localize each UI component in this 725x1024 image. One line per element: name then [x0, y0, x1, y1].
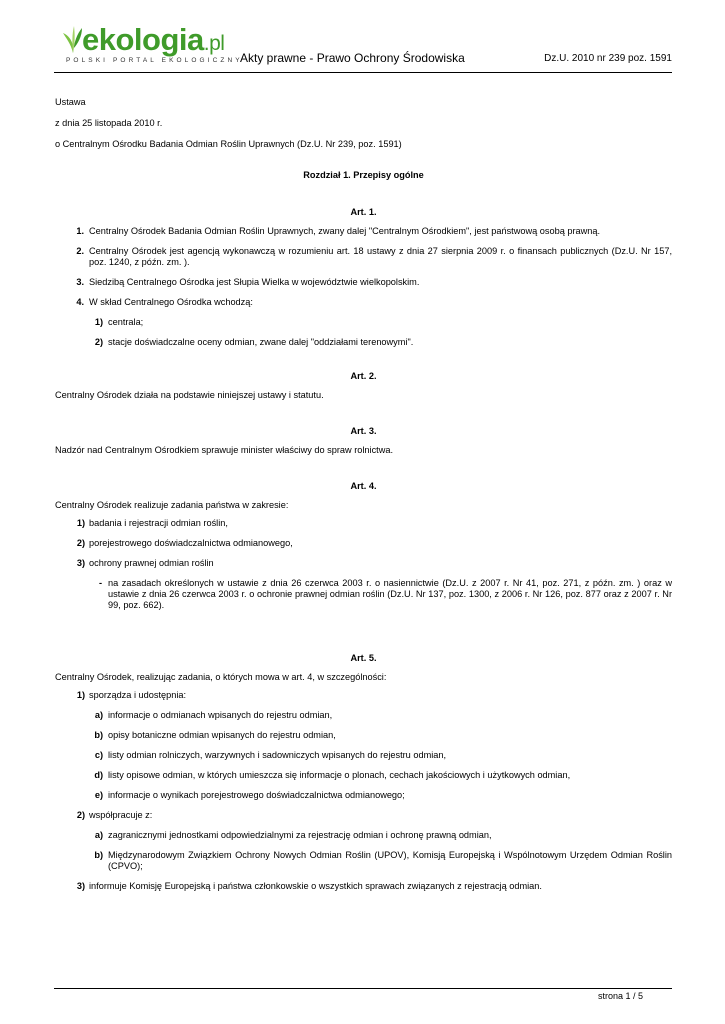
item-number: a): [94, 830, 103, 840]
art5-point-1c: [55, 750, 672, 761]
item-number: -: [98, 578, 102, 588]
item-number: 1.: [76, 226, 84, 236]
art1-item-1: [55, 226, 672, 237]
act-type: Ustawa: [55, 97, 86, 107]
leaf-icon: [62, 24, 84, 54]
art5-text: Centralny Ośrodek, realizując zadania, o których mowa w art. 4, w szczególności:: [55, 672, 387, 682]
item-number: 3): [76, 881, 85, 891]
art5-point-1: [55, 690, 672, 701]
item-text: zagranicznymi jednostkami odpowiedzialnymi za rejestrację odmian i ochronę prawną odmian,: [108, 830, 492, 840]
item-text: sporządza i udostępnia:: [89, 690, 187, 700]
art5-point-1e: [55, 790, 672, 801]
header-reference: Dz.U. 2010 nr 239 poz. 1591: [544, 53, 672, 64]
art1-sub-1: [55, 317, 672, 328]
item-number: e): [94, 790, 103, 800]
logo-main: ekologia: [82, 22, 204, 57]
art1-item-3: [55, 277, 672, 288]
art1-item-4: [55, 297, 672, 308]
item-number: 2): [76, 538, 85, 548]
act-subject: o Centralnym Ośrodku Badania Odmian Roślin Uprawnych (Dz.U. Nr 239, poz. 1591): [55, 139, 402, 149]
item-text: informacje o wynikach porejestrowego doświadczalnictwa odmianowego;: [108, 790, 405, 800]
item-text: centrala;: [108, 317, 144, 327]
art1-sub-2: [55, 337, 672, 348]
art3-text: Nadzór nad Centralnym Ośrodkiem sprawuje minister właściwy do spraw rolnictwa.: [55, 445, 394, 455]
item-number: c): [94, 750, 103, 760]
art4-item-3: [55, 558, 672, 569]
item-text: współpracuje z:: [89, 810, 153, 820]
header-divider: [54, 72, 672, 73]
act-date: z dnia 25 listopada 2010 r.: [55, 118, 163, 128]
art4-item-1: [55, 518, 672, 529]
item-number: d): [94, 770, 103, 780]
chapter-title: Rozdział 1. Przepisy ogólne: [303, 170, 424, 180]
art4-item-2: [55, 538, 672, 549]
logo-tld: .pl: [203, 32, 225, 55]
item-text: stacje doświadczalne oceny odmian, zwane dalej "oddziałami terenowymi".: [108, 337, 414, 347]
item-text: informacje o odmianach wpisanych do rejestru odmian,: [108, 710, 333, 720]
item-number: 4.: [76, 297, 84, 307]
item-number: a): [94, 710, 103, 720]
art5-point-1d: [55, 770, 672, 781]
item-text: W skład Centralnego Ośrodka wchodzą:: [89, 297, 253, 307]
item-text: porejestrowego doświadczalnictwa odmianowego,: [89, 538, 293, 548]
item-number: 3.: [76, 277, 84, 287]
item-number: 1): [76, 690, 85, 700]
item-number: b): [94, 850, 103, 860]
footer-divider: [54, 988, 672, 989]
art1-item-2: [55, 246, 672, 268]
document-body: [55, 97, 672, 901]
art1-title: Art. 1.: [350, 207, 377, 217]
art5-point-3: [55, 881, 672, 892]
art2-title: Art. 2.: [350, 371, 377, 381]
art4-dash-item: [55, 578, 672, 611]
item-text: listy opisowe odmian, w których umieszcza się informacje o plonach, cechach jakościowych i użytkowych odmian,: [108, 770, 571, 780]
item-text: na zasadach określonych w ustawie z dnia 26 czerwca 2003 r. o nasiennictwie (Dz.U. z 2007 r. Nr 41, poz. 271, z późn. zm. ) oraz w ustawie z dnia 26 czerwca 2003 r. o ochronie prawnej odmian roślin (Dz.U. Nr 137, poz. 1300, z 2006 r. Nr 126, poz. 877 oraz z 2007 r. Nr 99, poz. 662).: [108, 578, 672, 610]
page-number: strona 1 / 5: [597, 991, 643, 1001]
item-text: ochrony prawnej odmian roślin: [89, 558, 214, 568]
item-number: 2.: [76, 246, 84, 256]
art5-point-2b: [55, 850, 672, 872]
item-text: Centralny Ośrodek jest agencją wykonawczą w rozumieniu art. 18 ustawy z dnia 27 sierpnia 2009 r. o finansach publicznych (Dz.U. Nr 157, poz. 1240, z późn. zm. ).: [89, 246, 672, 267]
logo-wordmark: [82, 22, 224, 58]
item-number: 1): [76, 518, 85, 528]
item-number: 1): [94, 317, 103, 327]
art5-point-2a: [55, 830, 672, 841]
art3-title: Art. 3.: [350, 426, 377, 436]
logo-tagline: POLSKI PORTAL EKOLOGICZNY: [66, 57, 243, 64]
art4-title: Art. 4.: [350, 481, 377, 491]
item-text: badania i rejestracji odmian roślin,: [89, 518, 228, 528]
art4-text: Centralny Ośrodek realizuje zadania państwa w zakresie:: [55, 500, 289, 510]
item-number: 2): [76, 810, 85, 820]
item-number: 3): [76, 558, 85, 568]
item-text: Międzynarodowym Związkiem Ochrony Nowych Odmian Roślin (UPOV), Komisją Europejską i Wspólnotowym Urzędem Odmian Roślin (CPVO);: [108, 850, 672, 871]
art5-point-1b: [55, 730, 672, 741]
art5-title: Art. 5.: [350, 653, 377, 663]
item-text: Centralny Ośrodek Badania Odmian Roślin Uprawnych, zwany dalej "Centralnym Ośrodkiem", jest państwową osobą prawną.: [89, 226, 601, 236]
ekologia-logo[interactable]: [62, 22, 243, 70]
item-text: Siedzibą Centralnego Ośrodka jest Słupia Wielka w województwie wielkopolskim.: [89, 277, 420, 287]
item-number: 2): [94, 337, 103, 347]
item-text: listy odmian rolniczych, warzywnych i sadowniczych wpisanych do rejestru odmian,: [108, 750, 447, 760]
page-header: [0, 0, 725, 80]
art2-text: Centralny Ośrodek działa na podstawie niniejszej ustawy i statutu.: [55, 390, 324, 400]
item-number: b): [94, 730, 103, 740]
art5-point-1a: [55, 710, 672, 721]
art5-point-2: [55, 810, 672, 821]
item-text: informuje Komisję Europejską i państwa członkowskie o wszystkich sprawach związanych z rejestracją odmian.: [89, 881, 542, 891]
item-text: opisy botaniczne odmian wpisanych do rejestru odmian,: [108, 730, 336, 740]
header-title: Akty prawne - Prawo Ochrony Środowiska: [240, 51, 465, 65]
